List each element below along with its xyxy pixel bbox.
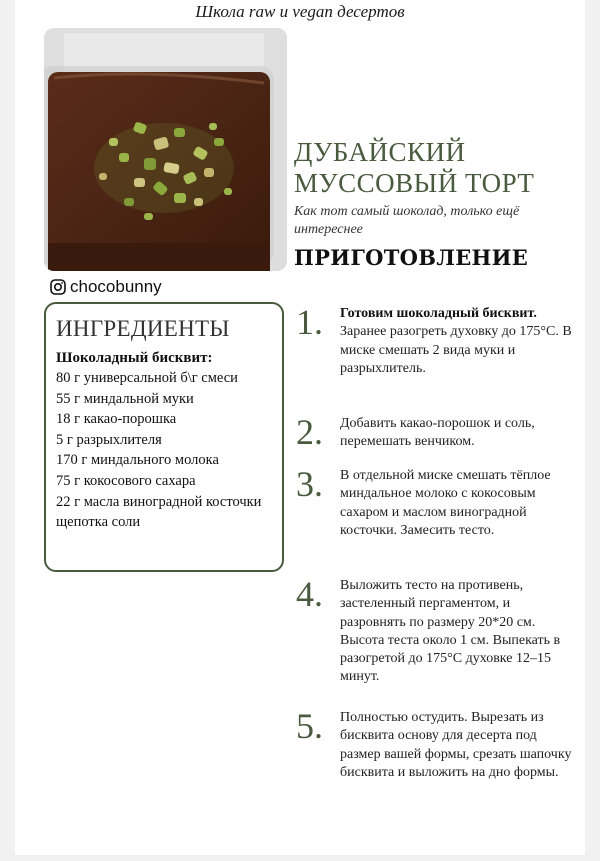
ingredient-item: 5 г разрыхлителя xyxy=(56,431,162,448)
preparation-step xyxy=(296,304,576,378)
school-header: Школа raw и vegan десертов xyxy=(195,2,405,21)
ingredient-item: 80 г универсальной б\г смеси xyxy=(56,370,238,386)
step-number: 4. xyxy=(296,574,323,614)
step-text: Полностью остудить. Вырезать из бисквита основу для десерта под размер вашей формы, срезать шапочку бисквита и выложить на дно формы. xyxy=(340,710,572,780)
ingredients-box xyxy=(44,302,284,572)
step-number: 3. xyxy=(296,464,323,504)
preparation-step xyxy=(296,576,576,687)
ingredients-heading: ИНГРЕДИЕНТЫ xyxy=(56,316,230,341)
ingredients-list xyxy=(56,368,272,533)
instagram-handle-text: chocobunny xyxy=(70,277,162,296)
ingredient-item: 75 г кокосового сахара xyxy=(56,472,196,489)
dessert-illustration xyxy=(44,28,287,271)
preparation-heading: ПРИГОТОВЛЕНИЕ xyxy=(294,245,529,270)
recipe-title-line1: ДУБАЙСКИЙ xyxy=(294,137,466,167)
ingredient-item: 170 г миндального молока xyxy=(56,452,219,469)
dessert-photo xyxy=(44,28,287,271)
step-text: Выложить тесто на противень, застеленный пергаментом, и разровнять по размеру 20*20 см. Высота теста около 1 см. Выпекать в разогретой до 175°С духовке 12–15 минут. xyxy=(340,578,561,685)
step-number: 2. xyxy=(296,412,323,452)
instagram-handle[interactable] xyxy=(50,277,162,297)
step-number: 1. xyxy=(296,302,323,342)
recipe-title-line2: МУССОВЫЙ ТОРТ xyxy=(294,168,535,198)
ingredient-item: 22 г масла виноградной косточки xyxy=(56,493,262,510)
preparation-step xyxy=(296,466,576,540)
step-text: В отдельной миске смешать тёплое миндальное молоко с кокосовым сахаром и маслом виноградной косточки. Замесить тесто. xyxy=(340,468,551,538)
step-text xyxy=(340,304,576,378)
step-text: Добавить какао-порошок и соль, перемешать венчиком. xyxy=(340,416,535,450)
step-bold-text: Готовим шоколадный бисквит. xyxy=(340,306,537,321)
ingredient-item: 18 г какао-порошка xyxy=(56,411,177,428)
preparation-step xyxy=(296,708,576,782)
ingredients-section-title: Шоколадный бисквит: xyxy=(56,350,213,366)
recipe-title xyxy=(294,137,564,199)
recipe-subtitle: Как тот самый шоколад, только ещё интереснее xyxy=(294,204,520,237)
ingredient-item: 55 г миндальной муки xyxy=(56,390,194,407)
ingredient-item: щепотка соли xyxy=(56,514,141,531)
preparation-step xyxy=(296,414,576,452)
step-body-text: Заранее разогреть духовку до 175°С. В миске смешать 2 вида муки и разрыхлитель. xyxy=(340,324,572,376)
step-number: 5. xyxy=(296,706,323,746)
instagram-icon xyxy=(50,279,66,295)
